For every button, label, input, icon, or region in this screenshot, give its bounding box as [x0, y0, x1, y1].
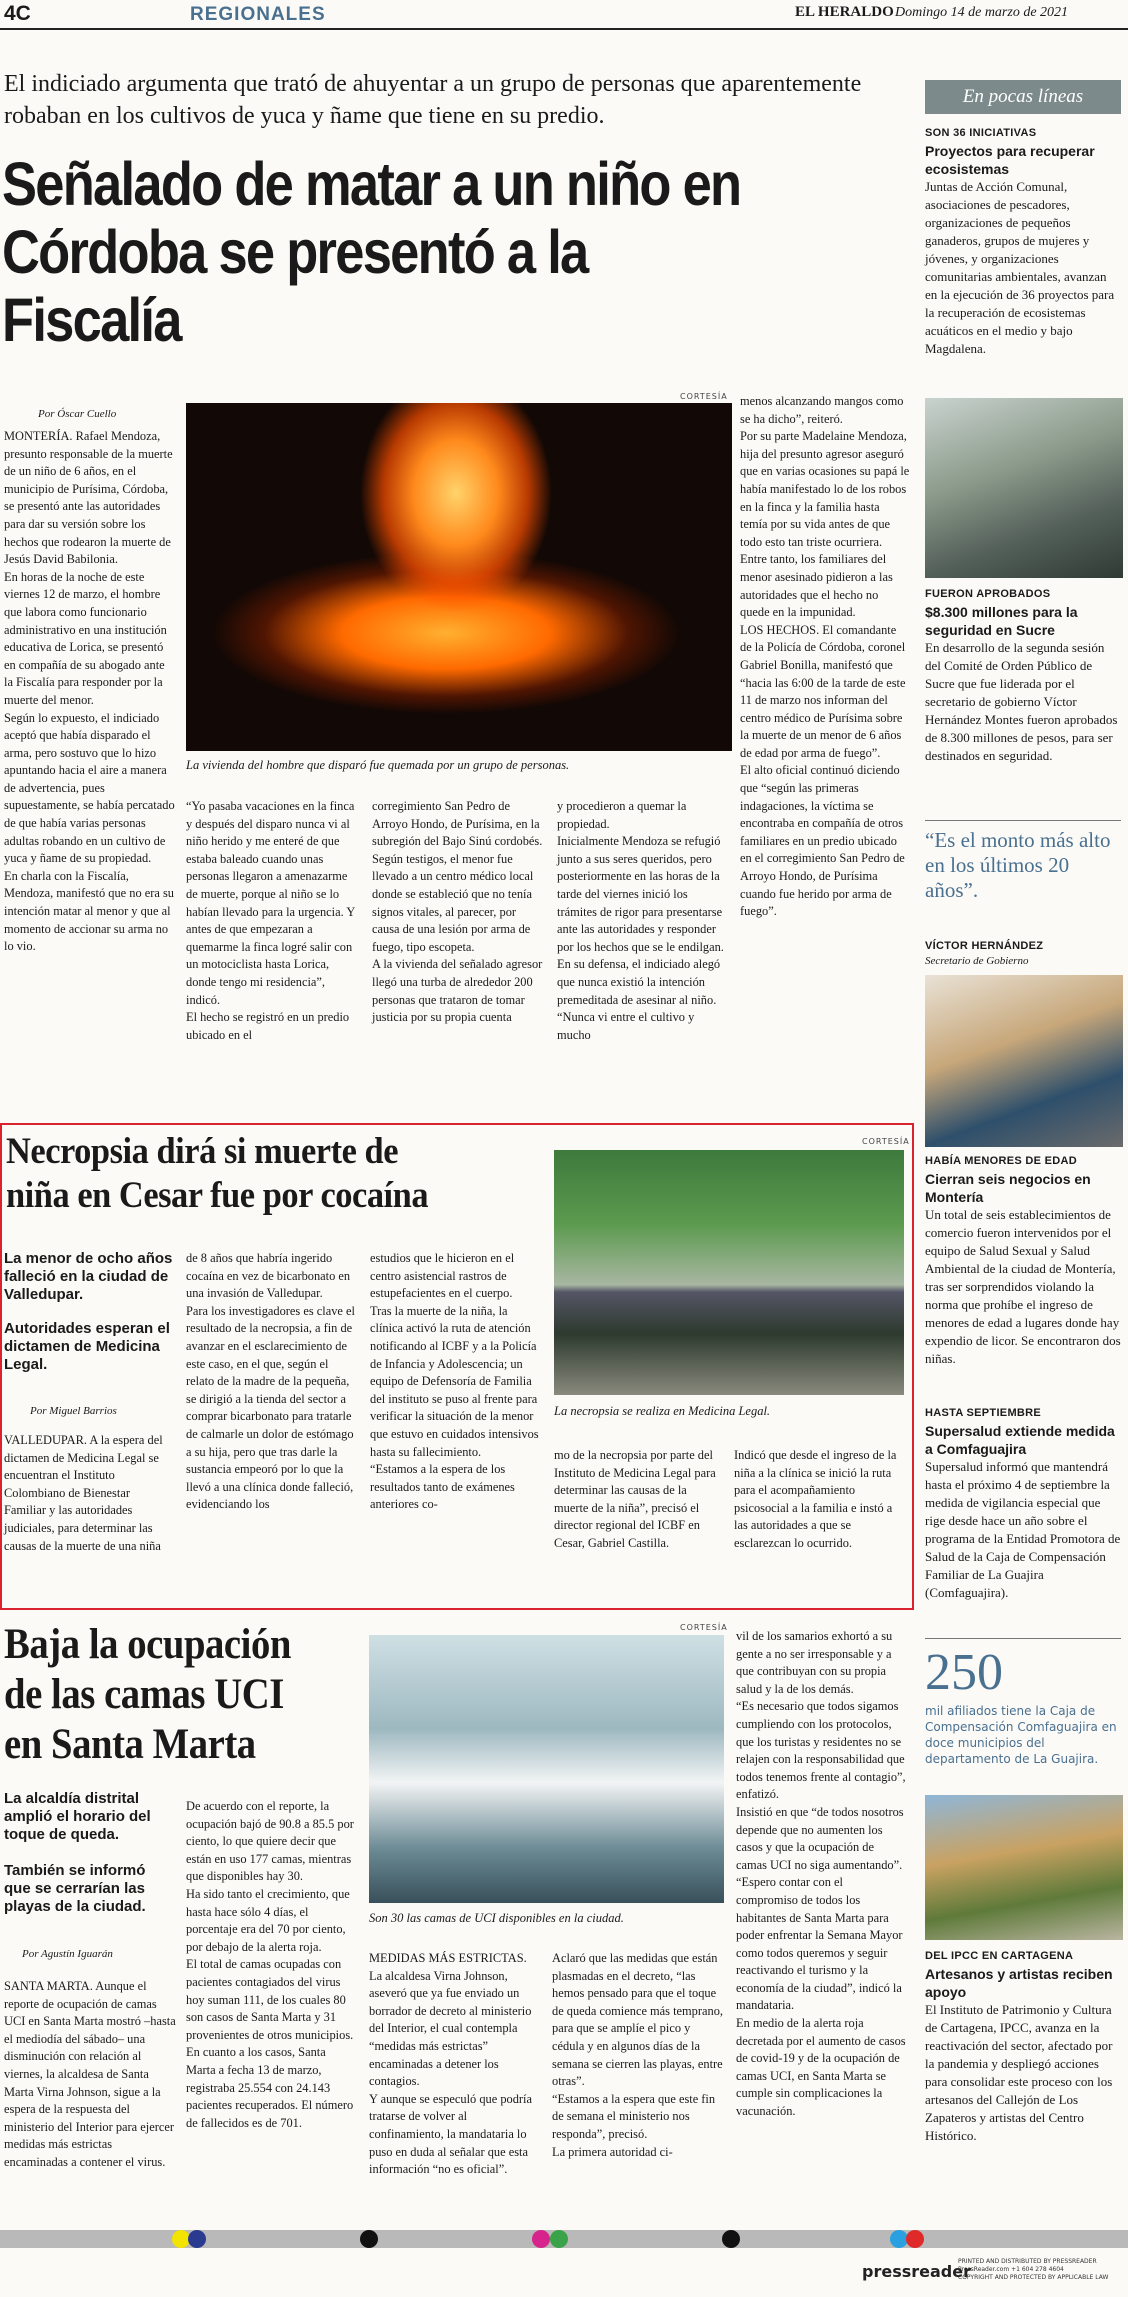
registration-dot [722, 2230, 740, 2248]
issue-date: Domingo 14 de marzo de 2021 [895, 5, 1069, 20]
sidebar-section: SON 36 INICIATIVAS [925, 127, 1037, 139]
stat-number: 250 [925, 1644, 1003, 1701]
sidebar-item-title: Supersalud extiende medida a Comfaguajira [925, 1423, 1115, 1457]
necropsia-deck-2: Autoridades esperan el dictamen de Medicina Legal. [4, 1320, 170, 1373]
uci-col-5: vil de los samarios exhortó a su gente a no ser irresponsable y a que contribuyan con su propia salud y la de los demás. “Es necesario que todos sigamos cumpliendo con los protocolos, que los turistas y residentes no se relajen con la responsabilidad que todos tenemos frente al contagio”, enfatizó. Insistió en que “de todos nosotros depende que no aumenten los casos y que la ocupación de camas UCI no siga aumentando”. “Espero contar con el compromiso de todos los habitantes de Santa Marta para poder enfrentar la Semana Mayor como todos queremos y seguir reactivando el turismo y la economía de la ciudad”, indicó la mandataria. En medio de la alerta roja decretada por el aumento de casos de covid-19 y de la ocupación de camas UCI, en Santa Marta se cumple sin complicaciones la vacunación. [736, 1629, 906, 2119]
masthead: EL HERALDO [795, 4, 894, 20]
uci-col-1: SANTA MARTA. Aunque el reporte de ocupación de camas UCI en Santa Marta mostró –hasta el mediodía del sábado– una disminución con relación al viernes, la alcaldesa de Santa Marta Virna Johnson, sigue a la espera de la respuesta del ministerio del Interior para ejercer medidas más estrictas encaminadas a contener el virus. [4, 1979, 176, 2169]
photo-credit: CORTESÍA [680, 392, 728, 401]
sidebar-item-text: Supersalud informó que mantendrá hasta el próximo 4 de septiembre la medida de vigilancia especial que rige desde hace un año sobre el programa de la Entidad Promotora de Salud de la Caja de Compensación Familiar de La Guajira (Comfaguajira). [925, 1459, 1121, 1600]
stat-text: mil afiliados tiene la Caja de Compensación Comfaguajira en doce municipios del departamento de La Guajira. [925, 1704, 1117, 1766]
sidebar-item-title: $8.300 millones para la seguridad en Sucre [925, 604, 1078, 638]
sidebar-item-text: Juntas de Acción Comunal, asociaciones de pescadores, organizaciones de pequeños ganaderos, grupos de mujeres y jóvenes, y organizaciones comunitarias ambientales, avanzan en la ejecución de 36 proyectos para la recuperación de ecosistemas acuáticos en el medio y bajo Magdalena. [925, 179, 1115, 356]
necropsia-col-5: Indicó que desde el ingreso de la niña a la clínica se inició la ruta para el acompañamiento psicosocial a la familia e instó a las autoridades a que se esclarezcan lo ocurrido. [734, 1448, 897, 1550]
sidebar-item-title: Cierran seis negocios en Montería [925, 1171, 1091, 1205]
sidebar-title: En pocas líneas [925, 80, 1121, 114]
sidebar-rule [925, 820, 1121, 821]
necropsia-col-2: de 8 años que habría ingerido cocaína en vez de bicarbonato en una invasión de Valledupar. Para los investigadores es clave el resultado de la necropsia, a fin de avanzar en el esclarecimiento de este caso, en el que, según el relato de la madre de la pequeña, se dirigió a la tienda del sector a comprar bicarbonato para tratarle de calmarle un dolor de estómago a su hija, pero que tras darle la sustancia empeoró por lo que la llevó a una clínica donde falleció, evidenciando los [186, 1251, 355, 1512]
photo-caption: La vivienda del hombre que disparó fue quemada por un grupo de personas. [186, 758, 570, 772]
uci-col-4: Aclaró que las medidas que están plasmadas en el decreto, “las hemos pensado para que el toque de queda comience más temprano, para que se amplíe el pico y cédula y en algunos días de la semana se cierren las playas, entre otras”. “Estamos a la espera que este fin de semana el ministerio nos responda”, precisó. La primera autoridad ci- [552, 1951, 723, 2159]
uci-byline: Por Agustín Iguarán [22, 1948, 113, 1960]
legal-line: PRINTED AND DISTRIBUTED BY PRESSREADER [958, 2258, 1097, 2265]
pull-quote: “Es el monto más alto en los últimos 20 años”. [925, 828, 1111, 902]
sidebar-item-title: Proyectos para recuperar ecosistemas [925, 143, 1095, 177]
legal-line: PressReader.com +1 604 278 4604 [958, 2266, 1064, 2273]
uci-col-2: De acuerdo con el reporte, la ocupación bajó de 90.8 a 85.5 por ciento, lo que quiere decir que están en uso 177 camas, mientras que disponibles hay 30. Ha sido tanto el crecimiento, que hasta hace sólo 4 días, el porcentaje era del 70 por ciento, por debajo de la alerta roja. El total de camas ocupadas con pacientes contagiados del virus hoy suman 111, de los cuales 80 son casos de Santa Marta y 31 provenientes de otros municipios. En cuanto a los casos, Santa Marta a fecha 13 de marzo, registraba 25.554 con 24.143 pacientes recuperados. El número de fallecidos es de 701. [186, 1799, 354, 2130]
photo-credit: CORTESÍA [862, 1137, 910, 1146]
necropsia-col-3: estudios que le hicieron en el centro asistencial rastros de estupefacientes en el cuerpo. Tras la muerte de la niña, la clínica activó la ruta de atención notificando al ICBF y a la Policía de Infancia y Adolescencia; un equipo de Defensoría de Familia del instituto se puso al frente para verificar la situación de la menor que estuvo en cuidados intensivos hasta su fallecimiento. “Estamos a la espera de los resultados tanto de exámenes anteriores co- [370, 1251, 539, 1512]
sidebar-item-text: Un total de seis establecimientos de comercio fueron intervenidos por el equipo de Salud Sexual y Salud Ambiental de la ciudad de Montería, tras ser sorprendidos violando la norma que prohíbe el ingreso de menores de edad a lugares donde hay expendio de licor. Se encontraron dos niñas. [925, 1207, 1121, 1366]
legal-line: COPYRIGHT AND PROTECTED BY APPLICABLE LAW [958, 2274, 1109, 2281]
registration-dot [550, 2230, 568, 2248]
registration-dot [360, 2230, 378, 2248]
quote-role: Secretario de Gobierno [925, 955, 1029, 967]
registration-dot [906, 2230, 924, 2248]
registration-dot [188, 2230, 206, 2248]
sidebar-rule [925, 1638, 1121, 1639]
main-col-2: “Yo pasaba vacaciones en la finca y después del disparo nunca vi al niño herido y me enteré de que estaba baleado cuando unas personas llegaron a amenazarme de muerte, porque al niño se lo habían llevado para la urgencia. Y antes de que empezaran a quemarme la finca logré salir con un motociclista hasta Lorica, donde tengo mi residencia”, indicó. El hecho se registró en un predio ubicado en el [186, 799, 355, 1042]
main-col-1: MONTERÍA. Rafael Mendoza, presunto responsable de la muerte de un niño de 6 años, en el municipio de Purísima, Córdoba, se presentó ante las autoridades para dar su versión sobre los hechos que rodearon la muerte de Jesús David Babilonia. En horas de la noche de este viernes 12 de marzo, el hombre que labora como funcionario administrativo en una institución educativa de Lorica, se presentó en compañía de su abogado ante la Fiscalía para responder por la muerte del menor. Según lo expuesto, el indiciado aceptó que había disparado el arma, pero sostuvo que lo hizo apuntando hacia el aire a manera de advertencia, pues supuestamente, se había percatado de que había varias personas adultas robando en un cultivo de yuca y ñame de su propiedad. En charla con la Fiscalía, Mendoza, manifestó que no era su intención matar al menor y que al momento de accionar su arma no lo vio. [4, 429, 175, 954]
section-name: REGIONALES [190, 4, 326, 25]
main-col-4: y procedieron a quemar la propiedad. Inicialmente Mendoza se refugió junto a sus seres queridos, pero posteriormente en las horas de la tarde del viernes inició los trámites de rigor para presentarse ante las autoridades y responder por los hechos que se le endilgan. En su defensa, el indiciado alegó que nunca existió la intención premeditada de asesinar al niño. “Nunca vi entre el cultivo y mucho [557, 799, 724, 1042]
photo-credit: CORTESÍA [680, 1623, 728, 1632]
main-col-5: menos alcanzando mangos como se ha dicho”, reiteró. Por su parte Madelaine Mendoza, hija del presunto agresor aseguró que en varias ocasiones su papá le había manifestado lo de los robos en la finca y la familia hasta temía por su vida antes de que todo esto tan triste ocurriera. Entre tanto, los familiares del menor asesinado pidieron a las autoridades que el hecho no quede en la impunidad. LOS HECHOS. El comandante de la Policía de Córdoba, coronel Gabriel Bonilla, manifestó que “hacia las 6:00 de la tarde de este 11 de marzo nos informan del centro médico de Purísima sobre la muerte de un menor de 6 años de edad por arma de fuego”. El alto oficial continuó diciendo que “según las primeras indagaciones, la víctima se encontraba en compañía de otros familiares en un predio ubicado en el corregimiento San Pedro de Arroyo Hondo, de Purísima cuando fue herido por arma de fuego”. [740, 394, 910, 919]
artisans-photo [925, 1795, 1123, 1940]
sidebar-item-title: Artesanos y artistas reciben apoyo [925, 1966, 1113, 2000]
fire-photo [186, 403, 732, 751]
sidebar-section: HABÍA MENORES DE EDAD [925, 1155, 1077, 1167]
sidebar-item-text: El Instituto de Patrimonio y Cultura de Cartagena, IPCC, avanza en la reactivación del sector, afectado por la pandemia y despliegó acciones para consolidar este proceso con los artesanos del Callejón de Los Zapateros y artistas del Centro Histórico. [925, 2002, 1113, 2143]
necropsia-deck-1: La menor de ocho años falleció en la ciudad de Valledupar. [4, 1250, 173, 1303]
inspection-photo [925, 975, 1123, 1147]
uci-deck-2: También se informó que se cerrarían las playas de la ciudad. [4, 1862, 146, 1915]
icu-photo [369, 1635, 724, 1903]
sidebar-section: HASTA SEPTIEMBRE [925, 1407, 1042, 1419]
main-headline: Señalado de matar a un niño en Córdoba se presentó a la Fiscalía [2, 150, 741, 354]
sidebar-section: FUERON APROBADOS [925, 588, 1051, 600]
quote-name: VÍCTOR HERNÁNDEZ [925, 940, 1044, 952]
uci-headline: Baja la ocupación de las camas UCI en Santa Marta [4, 1621, 291, 1768]
sidebar-section: DEL IPCC EN CARTAGENA [925, 1950, 1074, 1962]
uci-col-3: MEDIDAS MÁS ESTRICTAS. La alcaldesa Virna Johnson, aseveró que ya fue enviado un borrador de decreto al ministerio del Interior, el cual contempla “medidas más estrictas” encaminadas a detener los contagios. Y aunque se especuló que podría tratarse de volver al confinamiento, la mandataria lo puso en duda al señalar que esta información “no es oficial”. [369, 1951, 532, 2177]
pressreader-legal [958, 2258, 1108, 2282]
clinic-photo [554, 1150, 904, 1395]
sidebar-item-text: En desarrollo de la segunda sesión del Comité de Orden Público de Sucre que fue liderada por el secretario de gobierno Víctor Hernández Montes fueron aprobados de 8.300 millones de pesos, para ser destinados en seguridad. [925, 640, 1118, 763]
meeting-photo [925, 398, 1123, 578]
pressreader-logo: pressreader [862, 2262, 971, 2281]
page-number: 4C [4, 2, 31, 25]
necropsia-col-4: mo de la necropsia por parte del Instituto de Medicina Legal para determinar las causas de la muerte de la niña”, precisó el director regional del ICBF en Cesar, Gabriel Castilla. [554, 1448, 716, 1550]
uci-deck-1: La alcaldía distrital amplió el horario del toque de queda. [4, 1790, 151, 1843]
photo-caption: Son 30 las camas de UCI disponibles en la ciudad. [369, 1911, 624, 1925]
main-kicker: El indiciado argumenta que trató de ahuyentar a un grupo de personas que aparentemente robaban en los cultivos de yuca y ñame que tiene en su predio. [4, 71, 862, 129]
necropsia-headline: Necropsia dirá si muerte de niña en Cesar fue por cocaína [6, 1131, 429, 1216]
registration-dot [532, 2230, 550, 2248]
main-byline: Por Óscar Cuello [38, 408, 117, 420]
main-col-3: corregimiento San Pedro de Arroyo Hondo, de Purísima, en la subregión del Bajo Sinú cordobés. Según testigos, el menor fue llevado a un centro médico local donde se estableció que no tenía signos vitales, al parecer, por causa de una lesión por arma de fuego, tipo escopeta. A la vivienda del señalado agresor llegó una turba de alrededor 200 personas que trataron de tomar justicia por su propia cuenta [372, 799, 543, 1025]
necropsia-byline: Por Miguel Barrios [30, 1405, 117, 1417]
header-rule [0, 28, 1128, 30]
necropsia-col-1: VALLEDUPAR. A la espera del dictamen de Medicina Legal se encuentran el Instituto Colombiano de Bienestar Familiar y las autoridades judiciales, para determinar las causas de la muerte de una niña [4, 1433, 163, 1553]
photo-caption: La necropsia se realiza en Medicina Legal. [554, 1404, 771, 1418]
